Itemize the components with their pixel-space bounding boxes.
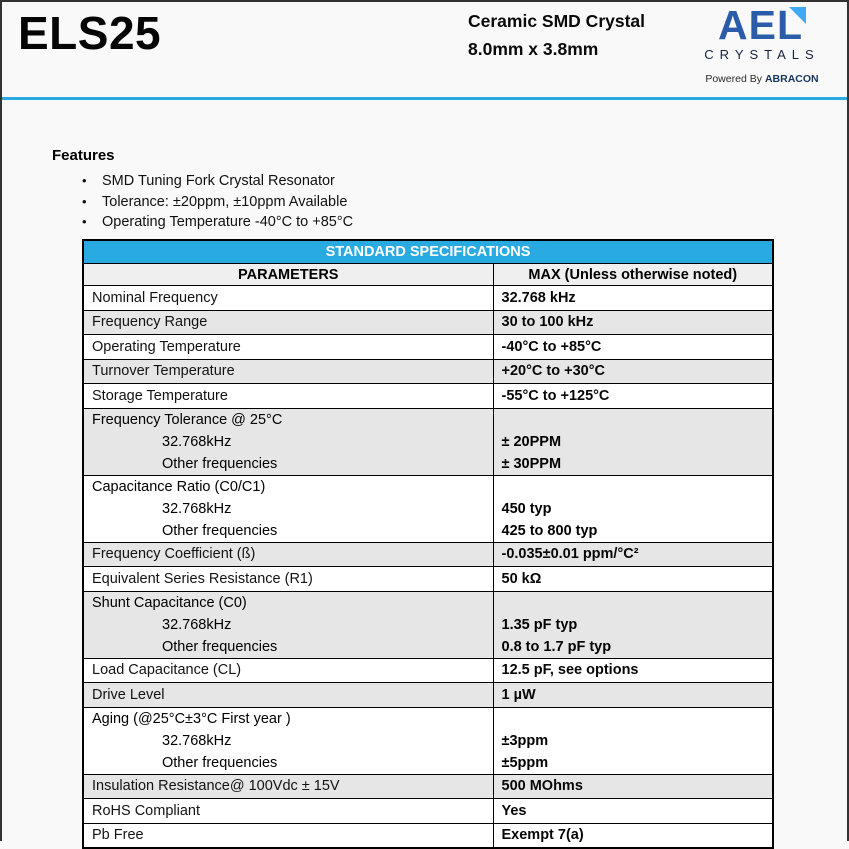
ael-crystals-logo [687,4,837,85]
feature-item-label: Operating Temperature -40°C to +85°C [102,214,354,230]
value-cell: 30 to 100 kHz [493,310,773,335]
spec-row [83,799,773,824]
param-cell: Equivalent Series Resistance (R1) [83,567,493,592]
spec-row [83,567,773,592]
bullet-icon: • [82,214,87,229]
param-label: Shunt Capacitance (C0) [92,594,247,611]
doc-title-line1: Ceramic SMD Crystal [468,11,646,31]
param-cell: RoHS Compliant [83,799,493,824]
value-cell [493,591,773,658]
param-sub-label: Other frequencies [162,638,278,655]
ael-logo-wordmark [718,4,806,46]
column-header-parameters: PARAMETERS [83,264,493,286]
features-section [52,147,353,233]
spec-row [83,286,773,311]
doc-title [468,7,645,63]
spec-row [83,683,773,708]
param-cell [83,408,493,475]
value-text: ±3ppm [501,732,549,749]
spec-row [83,707,773,774]
features-list [52,171,353,233]
value-text: 1.35 pF typ [501,616,578,633]
doc-title-line2: 8.0mm x 3.8mm [468,39,599,59]
value-cell: +20°C to +30°C [493,359,773,384]
feature-item-label: SMD Tuning Fork Crystal Resonator [102,173,335,189]
param-cell: Nominal Frequency [83,286,493,311]
spec-table-title: STANDARD SPECIFICATIONS [83,240,773,264]
feature-item [52,192,353,213]
param-cell: Load Capacitance (CL) [83,658,493,683]
spec-row [83,774,773,799]
param-sub-label: 32.768kHz [162,616,232,633]
value-cell: 500 MOhms [493,774,773,799]
spec-row [83,591,773,658]
abracon-brand-label: ABRACON [764,73,819,85]
value-text: 0.8 to 1.7 pF typ [501,638,612,655]
param-sub-label: Other frequencies [162,455,278,472]
param-cell: Frequency Range [83,310,493,335]
feature-item [52,212,353,233]
param-cell: Insulation Resistance@ 100Vdc ± 15V [83,774,493,799]
standard-specifications-table [82,239,774,849]
param-cell: Pb Free [83,823,493,848]
value-text: ± 30PPM [501,455,562,472]
bullet-icon: • [82,173,87,188]
value-text: ± 20PPM [501,433,562,450]
param-cell: Frequency Coefficient (ß) [83,542,493,567]
value-cell: 50 kΩ [493,567,773,592]
value-cell: 32.768 kHz [493,286,773,311]
value-spacer [494,592,773,614]
header-divider [2,97,847,100]
column-header-max: MAX (Unless otherwise noted) [493,264,773,286]
param-label: Capacitance Ratio (C0/C1) [92,478,266,495]
powered-by-abracon [687,73,837,85]
spec-row [83,658,773,683]
value-cell: 1 µW [493,683,773,708]
param-cell: Operating Temperature [83,335,493,360]
param-cell [83,591,493,658]
value-cell: Yes [493,799,773,824]
value-cell: -0.035±0.01 ppm/°C² [493,542,773,567]
value-spacer [494,476,773,498]
spec-row [83,823,773,848]
powered-by-label: Powered By [705,73,762,85]
spec-row [83,335,773,360]
param-sub-label: 32.768kHz [162,500,232,517]
value-cell: -40°C to +85°C [493,335,773,360]
param-label: Aging (@25°C±3°C First year ) [92,710,291,727]
param-sub-label: Other frequencies [162,522,278,539]
value-cell: 12.5 pF, see options [493,658,773,683]
value-cell [493,475,773,542]
param-cell: Turnover Temperature [83,359,493,384]
page-title: ELS25 [18,7,162,59]
value-text: ±5ppm [501,754,549,771]
spec-table-title-row [83,240,773,264]
param-cell: Drive Level [83,683,493,708]
spec-row [83,475,773,542]
value-cell: Exempt 7(a) [493,823,773,848]
value-text: 450 typ [501,500,552,517]
param-label: Frequency Tolerance @ 25°C [92,411,283,428]
value-cell [493,408,773,475]
value-cell: -55°C to +125°C [493,384,773,409]
spec-row [83,384,773,409]
param-sub-label: Other frequencies [162,754,278,771]
features-heading: Features [52,147,115,164]
value-spacer [494,708,773,730]
spec-row [83,408,773,475]
spec-row [83,542,773,567]
param-cell [83,707,493,774]
param-sub-label: 32.768kHz [162,732,232,749]
spec-table-header-row [83,264,773,286]
param-sub-label: 32.768kHz [162,433,232,450]
spec-row [83,359,773,384]
crystals-label: CRYSTALS [704,47,820,62]
ael-logo-text: AEL [718,2,803,48]
bullet-icon: • [82,193,87,209]
ael-logo-triangle-icon [789,7,806,24]
feature-item [52,171,353,192]
value-text: 425 to 800 typ [501,522,598,539]
spec-row [83,310,773,335]
value-spacer [494,409,773,431]
param-cell [83,475,493,542]
value-cell [493,707,773,774]
feature-item-label: Tolerance: ±20ppm, ±10ppm Available [102,193,348,210]
param-cell: Storage Temperature [83,384,493,409]
